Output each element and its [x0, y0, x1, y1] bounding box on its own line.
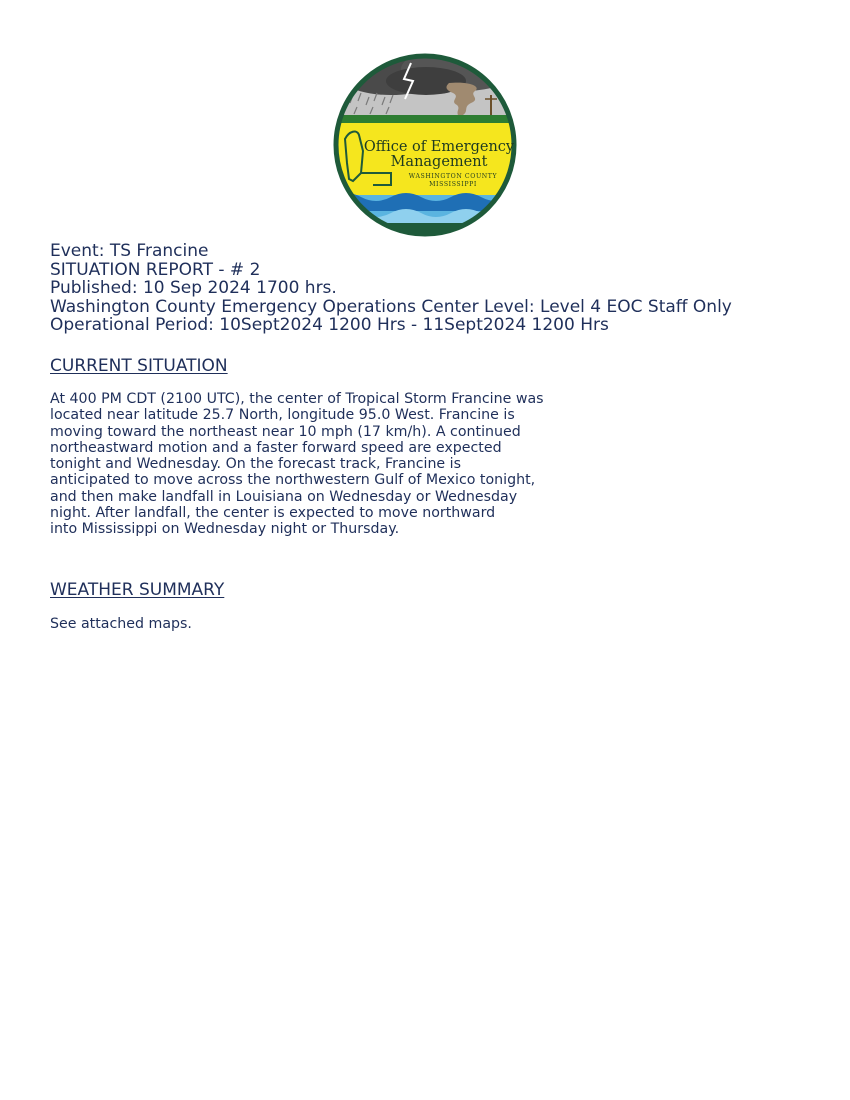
- grass-band: [331, 115, 519, 123]
- published-line: Published: 10 Sep 2024 1700 hrs.: [50, 278, 337, 299]
- report-header: [50, 242, 810, 335]
- paragraph-line: At 400 PM CDT (2100 UTC), the center of Tropical Storm Francine was: [50, 391, 544, 407]
- paragraph-line: tonight and Wednesday. On the forecast track, Francine is: [50, 456, 462, 473]
- weather-summary-body: [50, 616, 450, 632]
- weather-summary-text: See attached maps.: [50, 616, 192, 632]
- paragraph-line: into Mississippi on Wednesday night or Thursday.: [50, 521, 400, 538]
- report-number-line: SITUATION REPORT - # 2: [50, 259, 261, 280]
- eoc-level-line: Washington County Emergency Operations Center Level: Level 4 EOC Staff Only: [50, 296, 732, 317]
- operational-period-line: Operational Period: 10Sept2024 1200 Hrs - 11Sept2024 1200 Hrs: [50, 315, 609, 336]
- paragraph-line: moving toward the northeast near 10 mph (17 km/h). A continued: [50, 423, 521, 440]
- paragraph-line: night. After landfall, the center is expected to move northward: [50, 505, 496, 522]
- oem-seal-graphic: [331, 51, 519, 239]
- logo-subtitle-line2: MISSISSIPPI: [429, 181, 477, 188]
- current-situation-body: [50, 391, 610, 538]
- logo-subtitle-line1: WASHINGTON COUNTY: [408, 173, 498, 180]
- oem-logo: [331, 51, 519, 239]
- weather-summary-heading: WEATHER SUMMARY: [50, 580, 225, 600]
- logo-title-line1: Office of Emergency: [363, 139, 515, 155]
- paragraph-line: and then make landfall in Louisiana on Wednesday or Wednesday: [50, 488, 518, 505]
- current-situation-heading: CURRENT SITUATION: [50, 356, 228, 376]
- paragraph-line: anticipated to move across the northwestern Gulf of Mexico tonight,: [50, 472, 536, 489]
- logo-title-line2: Management: [390, 154, 488, 170]
- paragraph-line: located near latitude 25.7 North, longitude 95.0 West. Francine is: [50, 407, 515, 424]
- paragraph-line: northeastward motion and a faster forward speed are expected: [50, 439, 502, 456]
- event-line: Event: TS Francine: [50, 241, 209, 261]
